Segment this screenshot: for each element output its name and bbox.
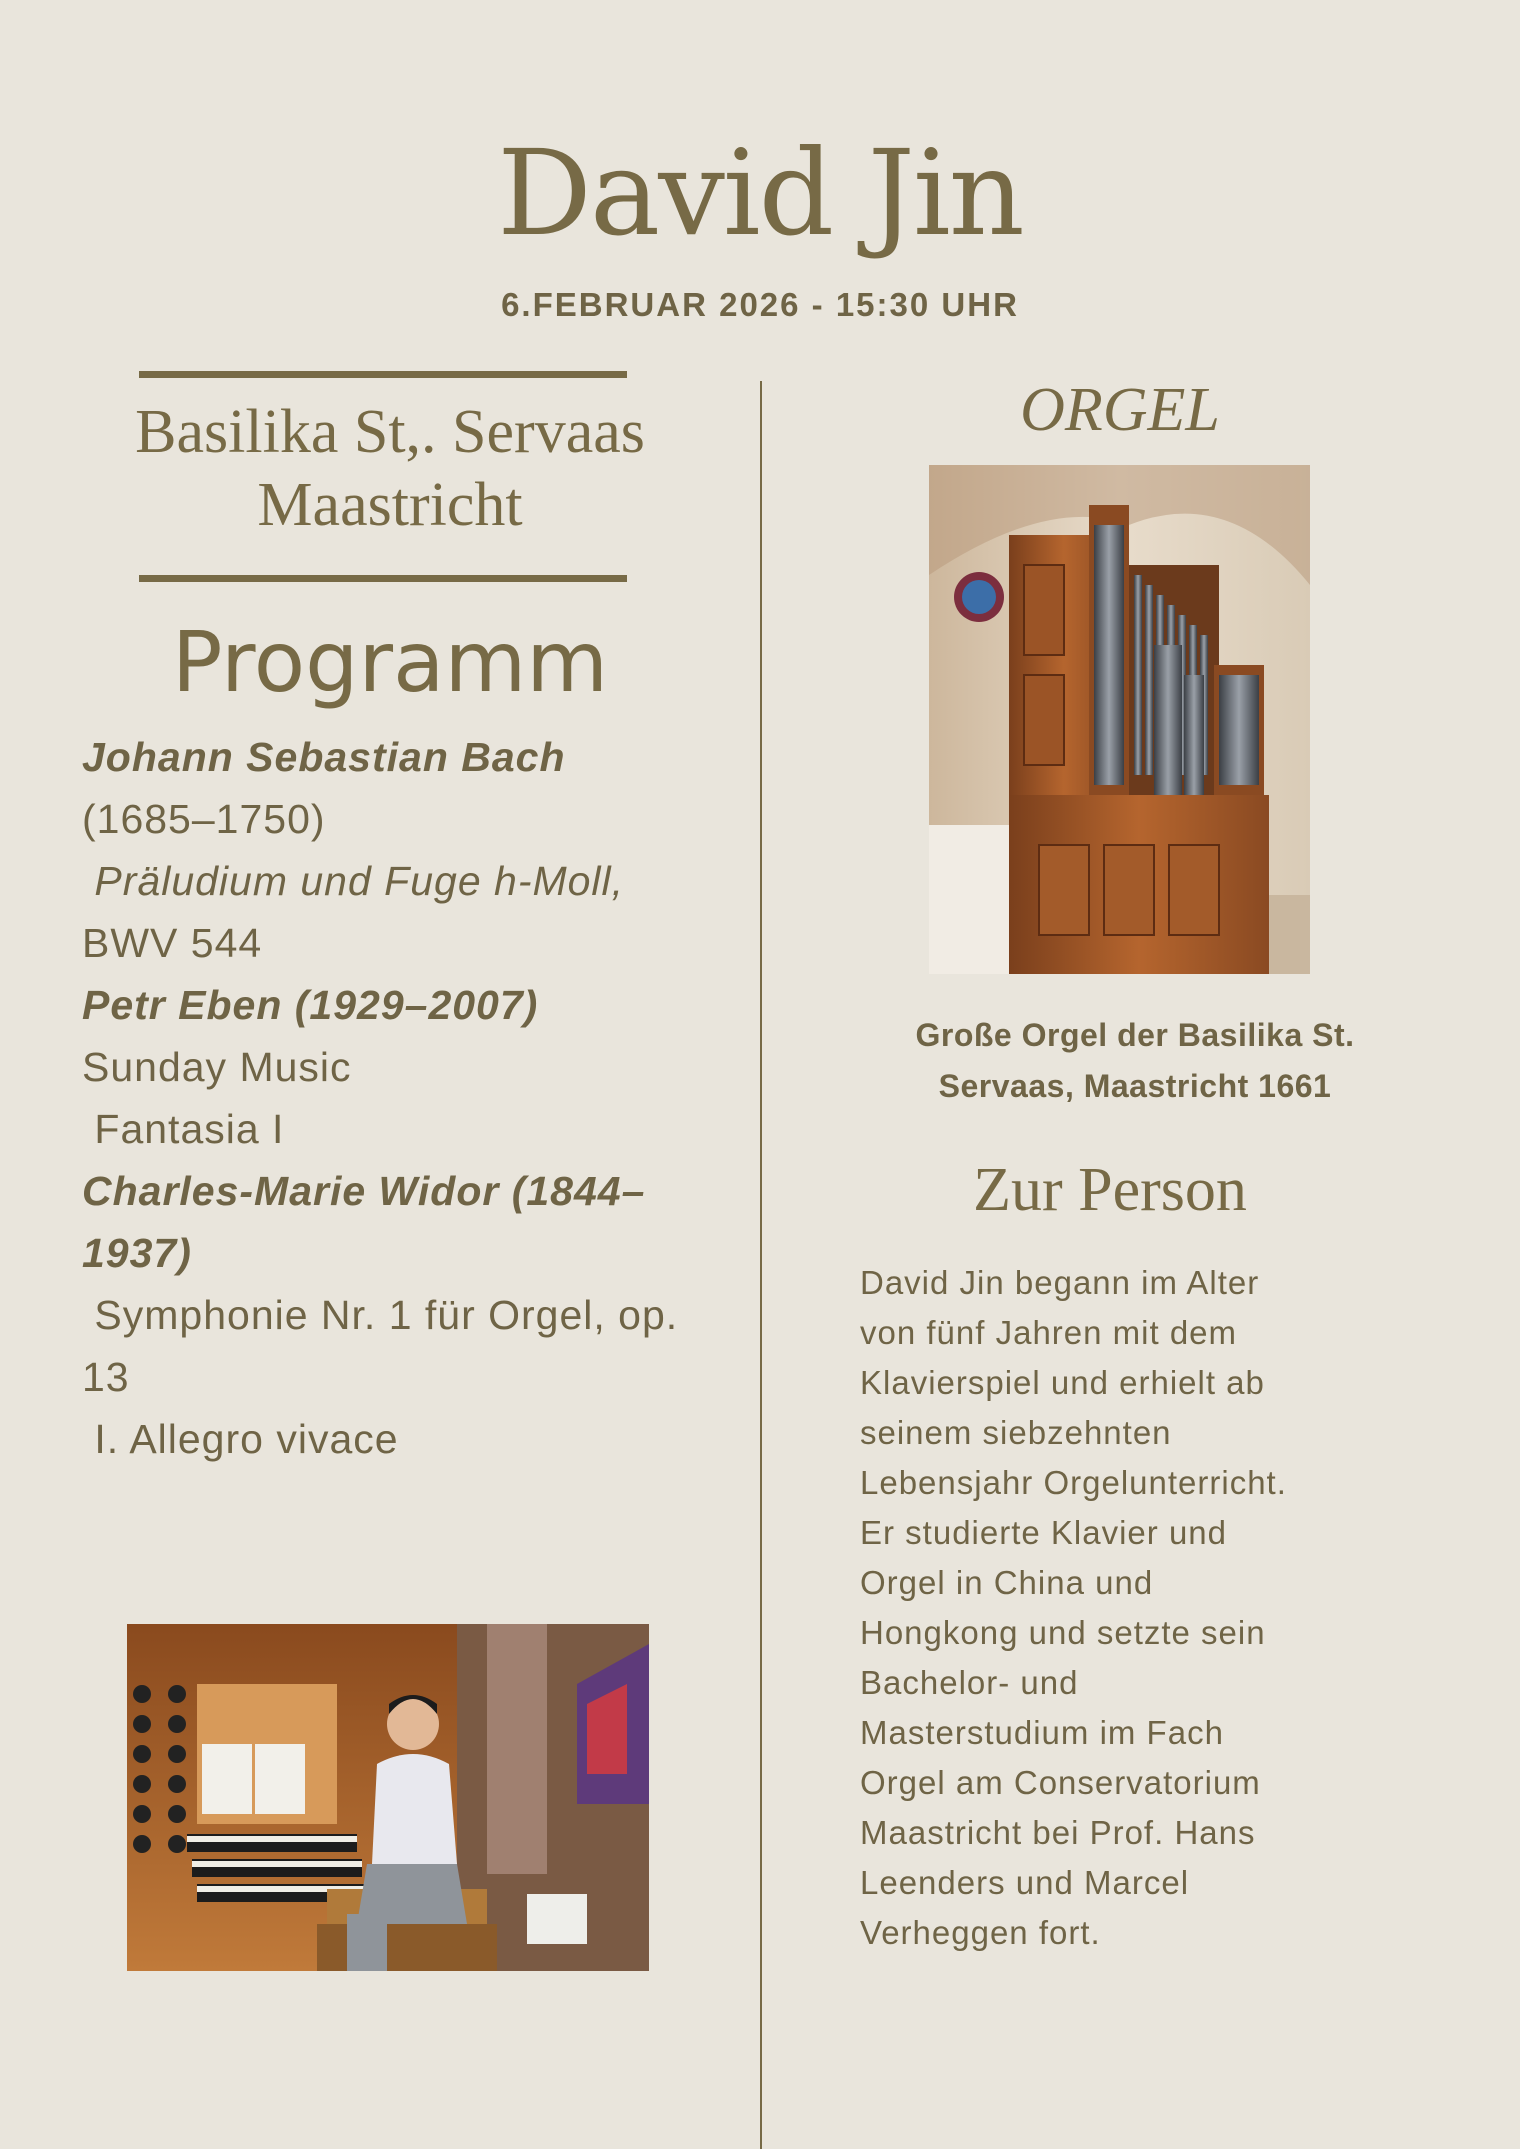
column-divider	[760, 381, 762, 2149]
venue-top-rule	[139, 371, 627, 378]
event-date: 6.FEBRUAR 2026 - 15:30 UHR	[501, 286, 1019, 323]
organist-photo	[127, 1624, 649, 1971]
program-composer: Johann Sebastian Bach	[82, 734, 566, 780]
program-composer: Charles-Marie Widor (1844–	[82, 1168, 646, 1214]
program-work: Präludium und Fuge h-Moll,	[82, 858, 625, 904]
program-heading: Programm	[171, 613, 609, 711]
program-work: 13	[82, 1354, 130, 1400]
venue-bottom-rule	[139, 575, 627, 582]
program-work: Sunday Music	[82, 1044, 352, 1090]
program-list	[82, 726, 732, 1470]
organ-caption	[850, 1010, 1420, 1112]
program-work: Symphonie Nr. 1 für Orgel, op.	[82, 1292, 679, 1338]
organ-caption-line-1: Große Orgel der Basilika St.	[915, 1017, 1355, 1053]
program-work: (1685–1750)	[82, 796, 326, 842]
organ-heading: ORGEL	[1020, 376, 1220, 444]
venue-line-2: Maastricht	[257, 471, 523, 539]
program-composer: 1937)	[82, 1230, 192, 1276]
program-work: I. Allegro vivace	[82, 1416, 399, 1462]
person-heading: Zur Person	[973, 1156, 1247, 1224]
organ-photo	[929, 465, 1310, 974]
person-bio: David Jin begann im Alter von fünf Jahren mit dem Klavierspiel und erhielt ab seinem siebzehnten Lebensjahr Orgelunterricht. Er studierte Klavier und Orgel in China und Hongkong und setzte sein Bachelor- und Masterstudium im Fach Orgel am Conservatorium Maastricht bei Prof. Hans Leenders und Marcel Verheggen fort.	[860, 1264, 1287, 1951]
venue-name	[80, 396, 700, 542]
program-work: Fantasia I	[82, 1106, 285, 1152]
organ-caption-line-2: Servaas, Maastricht 1661	[938, 1068, 1332, 1104]
program-work: BWV 544	[82, 920, 263, 966]
page-title: David Jin	[497, 124, 1023, 262]
venue-line-1: Basilika St,. Servaas	[135, 398, 645, 466]
program-composer: Petr Eben (1929–2007)	[82, 982, 539, 1028]
